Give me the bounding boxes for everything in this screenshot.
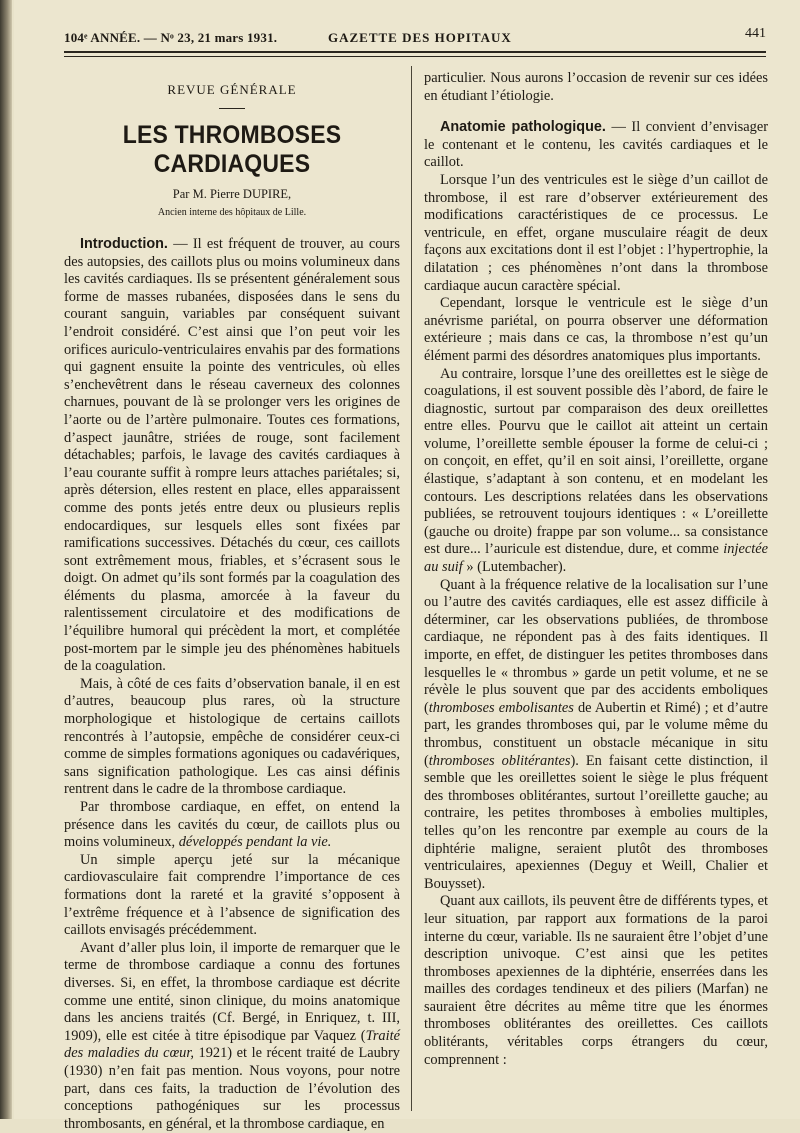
italic-text: développés pendant la vie. [178, 834, 332, 851]
author-affiliation: Ancien interne des hôpitaux de Lille. [157, 207, 307, 218]
kicker-rule [219, 108, 245, 109]
paragraph-text: de Aubertin et Rimé) ; et d’autre part, les grandes thromboses qui, par le volume même du thrombus, constituent un obstacle mécanique in situ ( [424, 699, 768, 769]
paragraph-text: — Il convient d’envisager le contenant et le contenu, les cavités cardiaques et le caillot. [424, 119, 769, 171]
paragraph-text: Au contraire, lorsque l’une des oreillettes est le siège de coagulations, il est souvent possible dès l’abord, de faire le diagnostic, surtout par comparaison des deux oreillettes entre elles. Pourvu que le caillot ait atteint un certain volume, l’oreillette semble épouser la forme de celui-ci ; on conçoit, en effet, qu’il en soit ainsi, l’oreillette, organe élastique, s’adaptant à son contenu, et en modelant les contours. Les descriptions relatées dans les observations publiées, se retrouvent toujours identiques : « L’oreillette (gauche ou droite) frappe par son volume... sa consistance est dure... l’auricule est distendue, dure, et comme [424, 365, 768, 558]
italic-text: thromboses oblitérantes [428, 752, 571, 769]
paragraph [424, 577, 768, 894]
column-separator [411, 66, 412, 1111]
left-column [64, 70, 400, 1133]
header-rule-thick [64, 51, 766, 53]
paragraph-anatomie [424, 119, 768, 172]
italic-text: Traité des maladies du cœur, [64, 1027, 400, 1062]
right-column-body [424, 70, 768, 1069]
page-number: 441 [745, 26, 766, 41]
paragraph-text: ). En faisant cette distinction, il semble que les oreillettes soient le siège le plus fréquent des thromboses oblitérantes, surtout l’oreillette gauche; au contraire, les petites thromboses à embolies multiples, telles qu’on les rencontre par exemple au cours de la diphtérie maligne, seraient plutôt des thromboses ventriculaires, apexiennes (Deguy et Weill, Chalier et Bouysset). [424, 752, 768, 892]
right-column [424, 70, 768, 1069]
paragraph-continuation: particulier. Nous aurons l’occasion de revenir sur ces idées en étudiant l’étiologie. [424, 70, 768, 104]
paragraph: Lorsque l’un des ventricules est le siège d’un caillot de thrombose, il est rare d’observer extérieurement des modifications caractéristiques de ce processus. Le ventricule, en effet, organe musculaire réagit de deux façons aux excitations dont il est l’objet : l’hypertrophie, la dilatation ; ces phénomènes n’ont dans la thrombose cardiaque aucun caractère spécial. [424, 171, 768, 294]
page-header [56, 26, 768, 50]
paragraph: Cependant, lorsque le ventricule est le siège d’un anévrisme pariétal, on pourra observer une déformation extérieure ; mais dans ce cas, la thrombose n’est qu’un élément parmi des désordres anatomiques plus importants. [424, 295, 768, 364]
page-binding-shadow [0, 0, 12, 1119]
paragraph: Mais, à côté de ces faits d’observation banale, il en est d’autres, beaucoup plus rares, où la structure morphologique et histologique de certains caillots rencontrés à l’autopsie, empêche de considérer ceux-ci comme de simples formations agoniques ou cadavériques, sans signification pathologique. Les cas ainsi définis rentrent dans le cadre de la thrombose cardiaque. [64, 675, 400, 798]
paragraph: Un simple aperçu jeté sur la mécanique cardiovasculaire fait comprendre l’importance de ces formations dont la rareté et la gravité s’opposent à l’extrême fréquence et à l’absence de signification des caillots envisagés précédemment. [64, 851, 400, 939]
article-title: LES THROMBOSES CARDIAQUES [122, 121, 342, 178]
paragraph-text: 1921) et le récent traité de Laubry (1930) n’en fait pas mention. Nous voyons, pour notre part, dans ces faits, la traduction de l’évolution des conceptions pathogéniques sur les processus thrombosants, en général, et la thrombose cardiaque, en [64, 1045, 400, 1132]
paragraph-text: » (Lutembacher). [462, 559, 567, 576]
journal-name: GAZETTE DES HOPITAUX [328, 30, 512, 45]
section-heading-introduction: Introduction. [80, 236, 168, 252]
italic-text: thromboses embolisantes [428, 699, 574, 716]
paragraph-text: Avant d’aller plus loin, il importe de remarquer que le terme de thrombose cardiaque a connu des fortunes diverses. Si, en effet, la thrombose cardiaque est décrite comme une entité, sinon clinique, du moins anatomique dans les anciens traités (Cf. Bergé, in Enriquez, t. III, 1909), elle est citée à titre épisodique par Vaquez ( [64, 939, 400, 1044]
paragraph-introduction [64, 236, 400, 676]
paragraph-text: Quant à la fréquence relative de la localisation sur l’une ou l’autre des cavités cardiaques, elle est assez difficile à déterminer, car les observations publiées, de thrombose cardiaque, ne répondent pas à des faits identiques. Il importe, en effet, de distinguer les petites thromboses dans lesquelles le « thrombus » garde un petit volume, et ne se révèle le plus souvent que par des accidents emboliques ( [424, 576, 768, 716]
paragraph-definition [64, 799, 400, 852]
paragraph-text: — Il est fréquent de trouver, au cours des autopsies, des caillots plus ou moins volumineux dans les cavités cardiaques. Ils se présentent généralement sous forme de masses rubanées, disposées dans le sens du courant sanguin, variables par conséquent suivant l’endroit considéré. C’est ainsi que l’on peut voir les orifices auriculo-ventriculaires envahis par des formations qui gagnent ensuite la pointe des ventricules, où elles s’enchevêtrent dans le réseau caverneux des colonnes charnues, pouvant de là se prolonger vers les origines de l’aorte ou de l’artère pulmonaire. Toutes ces formations, d’aspect jaunâtre, striées de rouge, sont facilement détachables; parfois, le lavage des cavités cardiaques à l’eau courante suffit à rompre leurs attaches pariétales; si, après détersion, elles restent en place, elles apparaissent comme des ponts jetés entre deux ou plusieurs replis endocardiques, sur lesquels elles sont fixées par ramifications successives. Détachés du cœur, ces caillots sont extrêmement mous, friables, et s’écrasent sous le doigt. On admet qu’ils sont formés par la coagulation des éléments du plasma, amorcée à la faveur du ralentissement circulatoire et des modifications de l’équilibre humoral qui précèdent la mort, et complétée post-mortem par le simple jeu des phénomènes habituels de la coagulation. [64, 236, 400, 675]
left-column-body [64, 236, 400, 1133]
paragraph [64, 940, 400, 1133]
section-gap [424, 105, 768, 119]
article-author: Par M. Pierre DUPIRE, [172, 187, 292, 201]
header-rule-thin [64, 56, 766, 57]
issue-info: 104ᵉ ANNÉE. — Nᵒ 23, 21 mars 1931. [64, 30, 278, 45]
paragraph: Quant aux caillots, ils peuvent être de différents types, et leur situation, par rapport aux formations de la paroi interne du cœur, variable. Ils ne sauraient être l’objet d’une description univoque. C’est ainsi que les petites thromboses apexiennes de la diphtérie, enserrées dans les mailles des cordages tendineux et des piliers (Marfan) ne sauraient être décrites au même titre que les énormes thromboses oblitérantes des oreillettes. Ces caillots oblitérants, véritables corps étrangers du cœur, comprennent : [424, 893, 768, 1068]
section-heading-anatomie: Anatomie pathologique. [440, 119, 606, 136]
paragraph [424, 366, 768, 577]
section-kicker: REVUE GÉNÉRALE [167, 82, 297, 97]
italic-text: injectée au suif [424, 541, 768, 576]
paragraph-text: Par thrombose cardiaque, en effet, on entend la présence dans les cavités du cœur, de caillots plus ou moins volumineux, [64, 799, 400, 851]
